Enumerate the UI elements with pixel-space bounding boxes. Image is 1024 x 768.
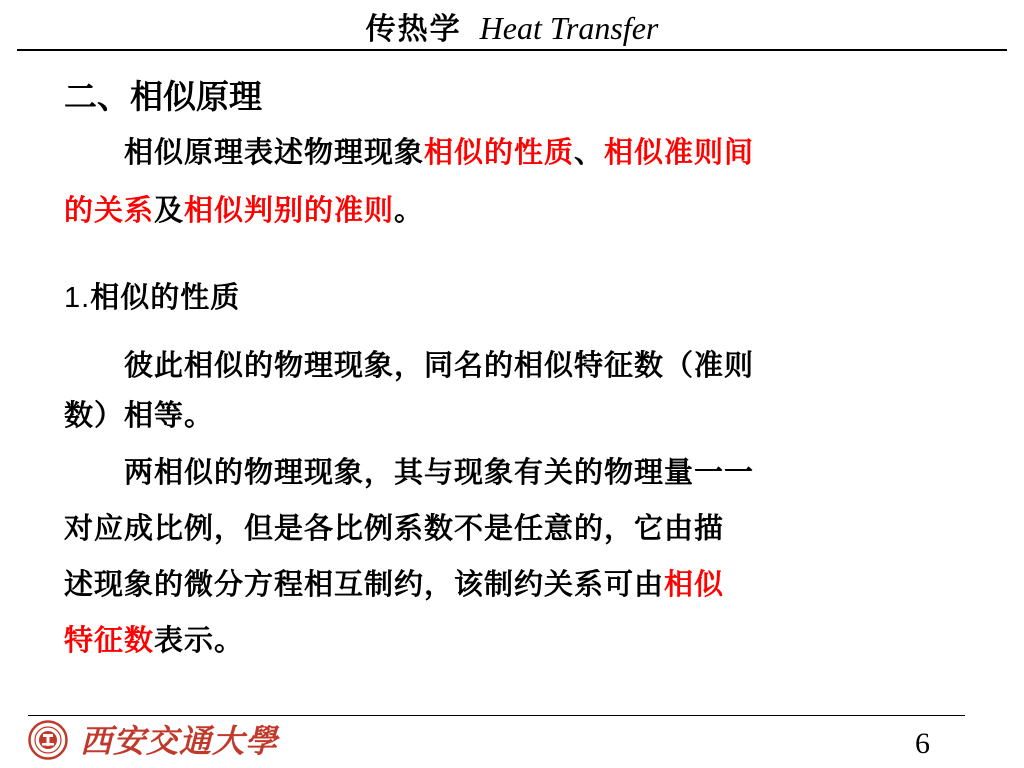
para1-line-2: 数）相等。 xyxy=(64,398,215,432)
subsection-title: 相似的性质 xyxy=(90,280,241,314)
subsection-number: 1. xyxy=(64,282,91,314)
para1-line-1: 彼此相似的物理现象，同名的相似特征数（准则 xyxy=(124,348,755,382)
para2-line-4 xyxy=(64,620,244,660)
intro-text: 相似原理表述物理现象 xyxy=(124,135,425,169)
para2-line-1: 两相似的物理现象，其与现象有关的物理量一一 xyxy=(124,455,755,489)
intro-text: 。 xyxy=(394,193,425,227)
emphasis-text: 相似判别的准则 xyxy=(184,193,395,227)
intro-text: 、 xyxy=(574,135,605,169)
emphasis-text: 的关系 xyxy=(64,193,155,227)
page-number: 6 xyxy=(915,727,930,760)
subsection-heading xyxy=(64,277,240,318)
emphasis-text: 相似 xyxy=(664,567,725,601)
para2-line-3 xyxy=(64,564,724,604)
course-title-en: Heat Transfer xyxy=(479,10,659,46)
intro-text: 及 xyxy=(154,193,185,227)
intro-line-1 xyxy=(124,132,754,172)
emphasis-text: 相似的性质 xyxy=(424,135,575,169)
course-title-cn: 传热学 xyxy=(365,12,462,47)
header-divider xyxy=(17,49,1007,51)
section-title: 二、相似原理 xyxy=(64,77,262,116)
emphasis-text: 特征数 xyxy=(64,623,155,657)
para2-text: 述现象的微分方程相互制约，该制约关系可由 xyxy=(64,567,665,601)
university-seal-icon xyxy=(28,720,68,760)
intro-line-2 xyxy=(64,190,424,230)
para2-line-2: 对应成比例，但是各比例系数不是任意的，它由描 xyxy=(64,511,725,545)
university-logo-text: 西安交通大學 xyxy=(80,722,279,760)
slide-header xyxy=(0,8,1024,48)
footer-divider xyxy=(28,715,965,716)
para2-text: 表示。 xyxy=(154,623,245,657)
emphasis-text: 相似准则间 xyxy=(604,135,755,169)
